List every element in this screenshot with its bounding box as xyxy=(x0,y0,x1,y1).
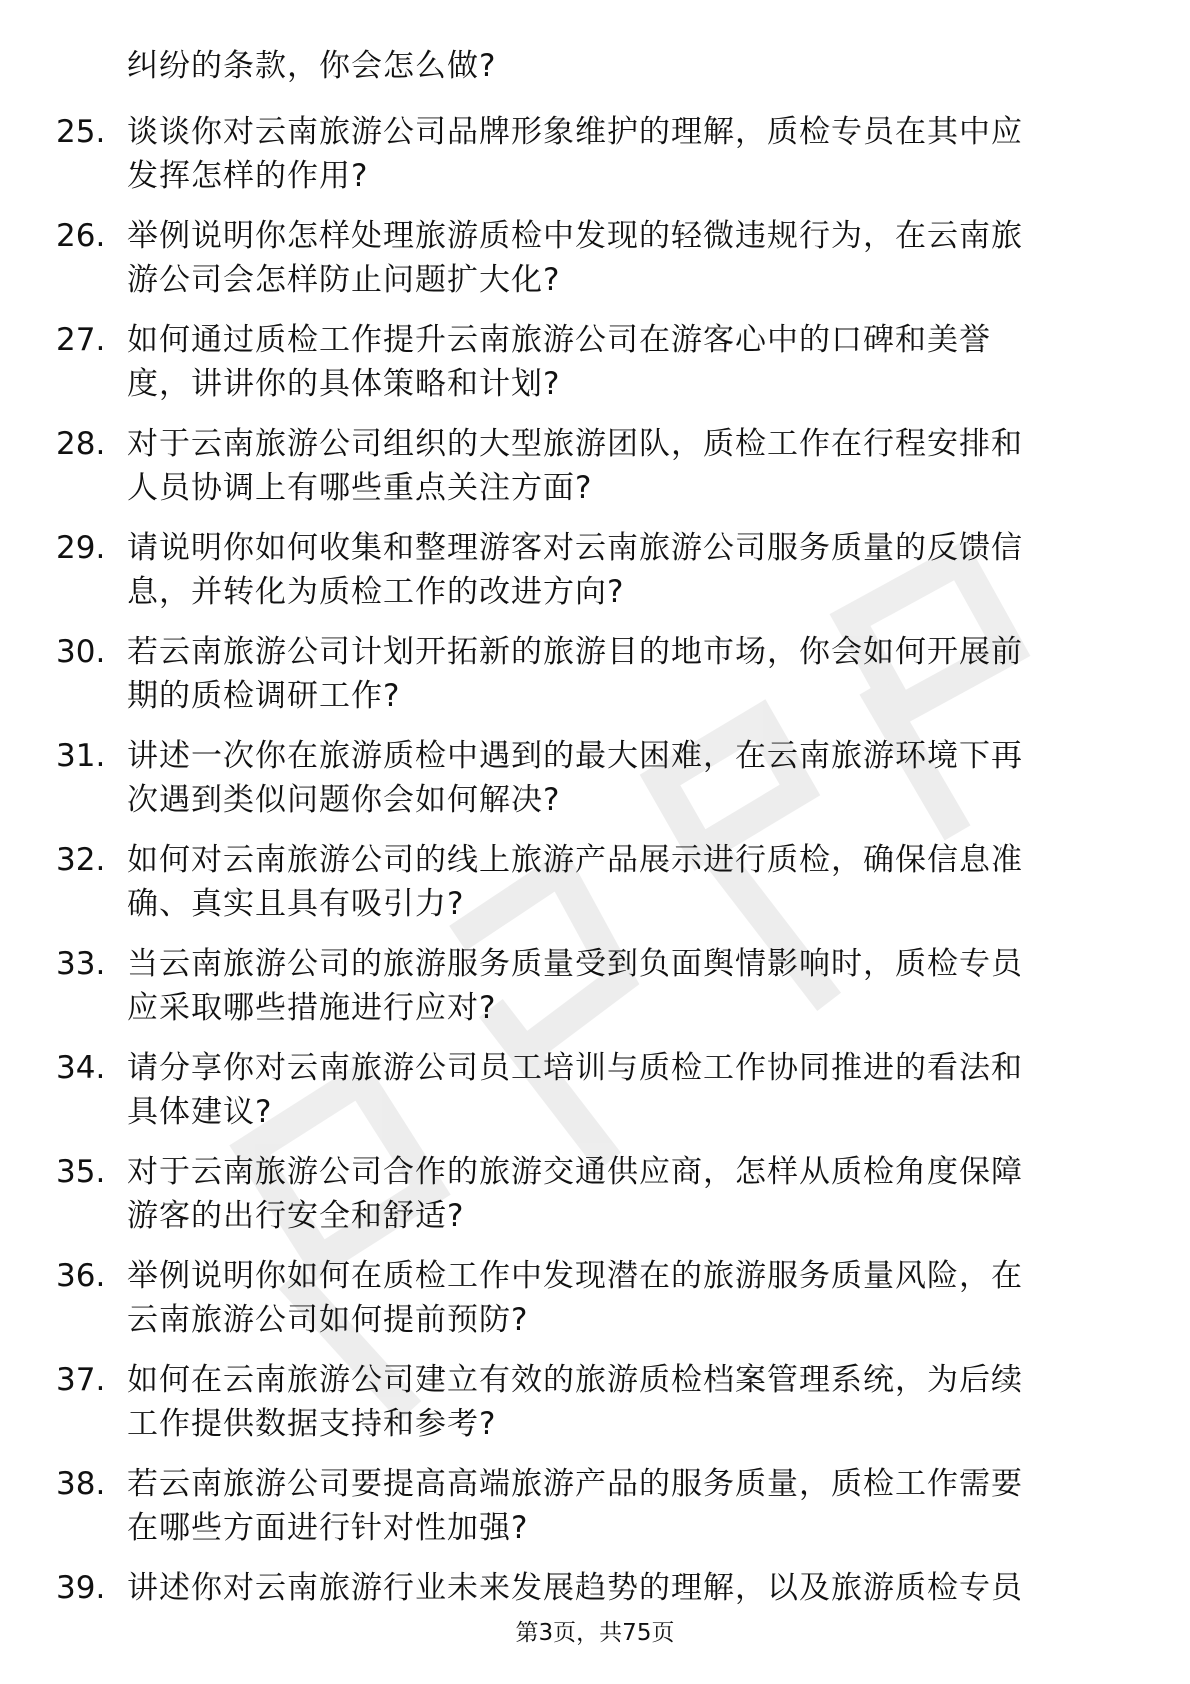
continuation-text: 纠纷的条款，你会怎么做? xyxy=(127,48,497,84)
question-item xyxy=(0,630,1190,734)
question-item xyxy=(0,1046,1190,1150)
question-text: 举例说明你如何在质检工作中发现潜在的旅游服务质量风险，在 云南旅游公司如何提前预防? xyxy=(127,1258,1023,1338)
question-number: 34. xyxy=(56,1050,106,1086)
question-number: 36. xyxy=(56,1258,106,1294)
question-number: 38. xyxy=(56,1466,106,1502)
question-text: 谈谈你对云南旅游公司品牌形象维护的理解，质检专员在其中应 发挥怎样的作用? xyxy=(127,114,1023,194)
question-number: 26. xyxy=(56,218,106,254)
question-number: 32. xyxy=(56,842,106,878)
question-item xyxy=(0,214,1190,318)
question-number: 31. xyxy=(56,738,106,774)
question-text: 请说明你如何收集和整理游客对云南旅游公司服务质量的反馈信 息，并转化为质检工作的改进方向? xyxy=(127,530,1023,610)
question-text: 对于云南旅游公司合作的旅游交通供应商，怎样从质检角度保障 游客的出行安全和舒适? xyxy=(127,1154,1023,1234)
question-item xyxy=(0,318,1190,422)
question-number: 28. xyxy=(56,426,106,462)
question-text: 讲述你对云南旅游行业未来发展趋势的理解，以及旅游质检专员 xyxy=(127,1570,1023,1606)
question-number: 29. xyxy=(56,530,106,566)
question-number: 33. xyxy=(56,946,106,982)
question-text: 如何在云南旅游公司建立有效的旅游质检档案管理系统，为后续 工作提供数据支持和参考? xyxy=(127,1362,1023,1442)
question-number: 39. xyxy=(56,1570,106,1606)
question-list xyxy=(0,110,1190,1670)
question-text: 若云南旅游公司要提高高端旅游产品的服务质量，质检工作需要 在哪些方面进行针对性加强? xyxy=(127,1466,1023,1546)
question-item xyxy=(0,1254,1190,1358)
question-text: 请分享你对云南旅游公司员工培训与质检工作协同推进的看法和 具体建议? xyxy=(127,1050,1023,1130)
question-item xyxy=(0,422,1190,526)
question-text: 如何对云南旅游公司的线上旅游产品展示进行质检，确保信息准 确、真实且具有吸引力? xyxy=(127,842,1023,922)
question-item xyxy=(0,838,1190,942)
question-text: 当云南旅游公司的旅游服务质量受到负面舆情影响时，质检专员 应采取哪些措施进行应对? xyxy=(127,946,1023,1026)
question-text: 对于云南旅游公司组织的大型旅游团队，质检工作在行程安排和 人员协调上有哪些重点关注方面? xyxy=(127,426,1023,506)
question-item xyxy=(0,526,1190,630)
question-item xyxy=(0,1462,1190,1566)
question-number: 37. xyxy=(56,1362,106,1398)
question-text: 举例说明你怎样处理旅游质检中发现的轻微违规行为，在云南旅 游公司会怎样防止问题扩大化? xyxy=(127,218,1023,298)
question-text: 如何通过质检工作提升云南旅游公司在游客心中的口碑和美誉 度，讲讲你的具体策略和计划? xyxy=(127,322,991,402)
question-item xyxy=(0,734,1190,838)
question-number: 25. xyxy=(56,114,106,150)
question-number: 30. xyxy=(56,634,106,670)
question-item xyxy=(0,942,1190,1046)
question-text: 讲述一次你在旅游质检中遇到的最大困难，在云南旅游环境下再 次遇到类似问题你会如何解决? xyxy=(127,738,1023,818)
question-text: 若云南旅游公司计划开拓新的旅游目的地市场，你会如何开展前 期的质检调研工作? xyxy=(127,634,1023,714)
question-item xyxy=(0,1150,1190,1254)
question-item xyxy=(0,1358,1190,1462)
question-number: 35. xyxy=(56,1154,106,1190)
question-item xyxy=(0,110,1190,214)
question-number: 27. xyxy=(56,322,106,358)
page-footer: 第3页，共75页 xyxy=(515,1620,675,1646)
